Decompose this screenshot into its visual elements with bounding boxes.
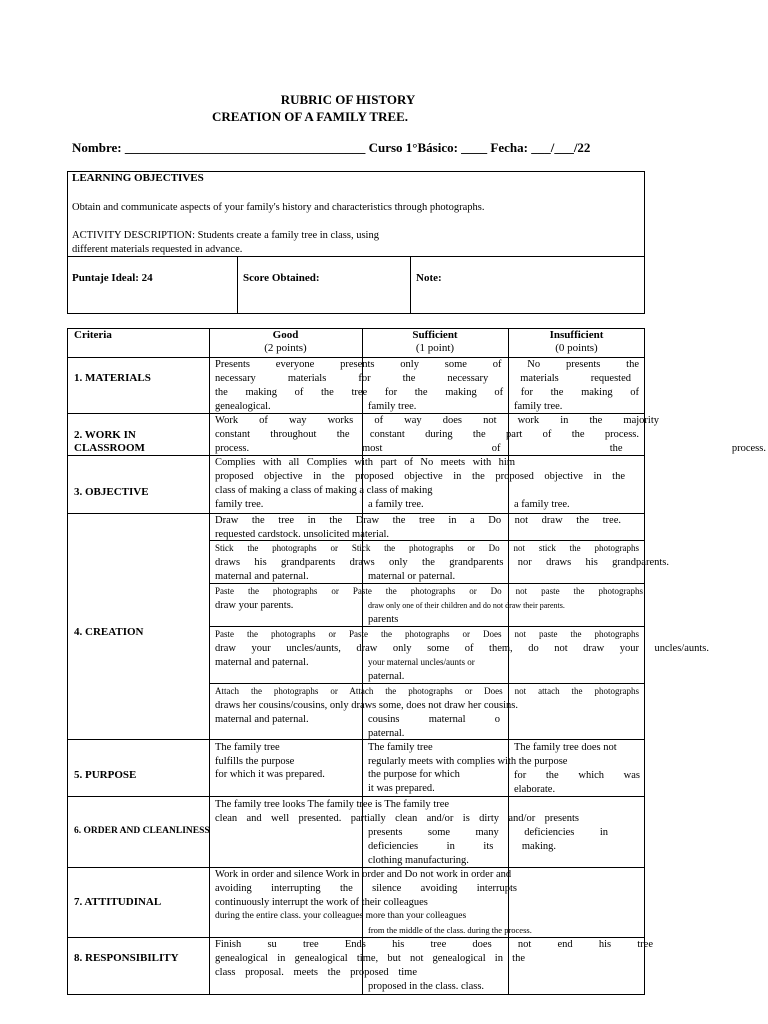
criteria-creation: 4. CREATION (74, 626, 144, 638)
attitudinal-line: continuously interrupt the work of their colleagues (215, 897, 428, 908)
creation-d-good-end: maternal and paternal. (215, 657, 309, 668)
purpose-insufficient-line: for the which was (514, 770, 640, 781)
work-line-end: most of the process. (362, 443, 766, 454)
materials-line: Presents everyone presents only some of No presents the (215, 359, 639, 370)
materials-line: the making of the tree for the making of for the making of (215, 387, 639, 398)
creation-a-line: Draw the tree in the Draw the tree in a Do not draw the tree. (215, 515, 621, 526)
activity-line-1: ACTIVITY DESCRIPTION: Students create a family tree in class, using (72, 230, 379, 241)
creation-e-good-end: maternal and paternal. (215, 714, 309, 725)
page-subtitle: CREATION OF A FAMILY TREE. (211, 109, 409, 124)
creation-c-sufficient-end: parents (368, 614, 399, 625)
responsibility-line: proposed in the class. class. (368, 981, 485, 992)
objective-sufficient-end: a family tree. (368, 499, 424, 510)
creation-b-good-end: maternal and paternal. (215, 571, 309, 582)
header-criteria: Criteria (74, 329, 112, 341)
purpose-sufficient-line: it was prepared. (368, 782, 435, 794)
objective-good-end: family tree. (215, 499, 264, 510)
criteria-responsibility: 8. RESPONSIBILITY (74, 952, 179, 964)
order-line: The family tree looks The family tree is The family tree (215, 799, 450, 810)
responsibility-line: class proposal. meets the proposed time (215, 967, 417, 978)
purpose-good-line: for which it was prepared. (215, 769, 325, 780)
creation-b-line: draws his grandparents draws only the grandparents nor draws his grandparents. (215, 557, 669, 568)
purpose-good-line: The family tree (215, 742, 280, 753)
header-insufficient-label: Insufficient (549, 329, 604, 341)
creation-c-line: Paste the photographs or Paste the photographs or Do not paste the photographs (215, 586, 643, 596)
materials-insufficient-end: family tree. (514, 401, 563, 412)
responsibility-line: Finish su tree Ends his tree does not end his tree (215, 939, 653, 950)
creation-e-sufficient: cousins maternal o (368, 714, 500, 725)
creation-b-line: Stick the photographs or Stick the photographs or Do not stick the photographs (215, 543, 639, 553)
creation-c-good: draw your parents. (215, 600, 294, 611)
purpose-sufficient-line: The family tree (368, 742, 433, 753)
creation-c-sufficient: draw only one of their children and do not draw their parents. (368, 601, 565, 610)
criteria-order-cleanliness: 6. ORDER AND CLEANLINESS (74, 826, 210, 836)
order-line: clothing manufacturing. (368, 855, 469, 866)
header-good (209, 329, 362, 355)
creation-d-line: draw your uncles/aunts, draw only some of them, do not draw your uncles/aunts. (215, 643, 709, 654)
header-sufficient-points: (1 point) (415, 342, 455, 354)
student-info-line: Nombre: _____________________________________ Curso 1°Básico: ____ Fecha: ___/___/22 (72, 140, 591, 155)
criteria-purpose: 5. PURPOSE (74, 769, 137, 781)
header-insufficient (508, 329, 645, 355)
page-title: RUBRIC OF HISTORY (280, 92, 416, 107)
materials-good-end: genealogical. (215, 401, 271, 412)
purpose-insufficient (514, 741, 617, 755)
materials-line: necessary materials for the necessary materials requested (215, 373, 631, 384)
header-good-points: (2 points) (264, 342, 307, 354)
criteria-work-classroom (74, 429, 145, 455)
objective-line: proposed objective in the proposed objective in the proposed objective in the (215, 471, 625, 482)
objective-insufficient-end: a family tree. (514, 499, 570, 510)
criteria-objective: 3. OBJECTIVE (74, 486, 149, 498)
order-line: clean and well presented. partially clean and/or is dirty and/or presents (215, 813, 579, 824)
order-line: presents some many deficiencies in (368, 827, 608, 838)
purpose-insufficient-line: The family tree does not (514, 742, 617, 753)
attitudinal-line: Work in order and silence Work in order and Do not work in order and (215, 869, 512, 880)
work-line: constant throughout the constant during the part of the process. (215, 429, 639, 440)
puntaje-ideal: Puntaje Ideal: 24 (72, 272, 153, 284)
purpose-good (215, 741, 325, 782)
objectives-heading: LEARNING OBJECTIVES (72, 172, 204, 184)
attitudinal-line: avoiding interrupting the silence avoiding interrupts (215, 883, 517, 894)
purpose-sufficient-line: regularly meets with complies with the purpose (368, 755, 568, 767)
criteria-materials: 1. MATERIALS (74, 372, 151, 384)
work-good-end: process. (215, 443, 250, 454)
criteria-work-line-1: 2. WORK IN (74, 429, 136, 441)
purpose-insufficient-end: elaborate. (514, 784, 556, 795)
score-obtained: Score Obtained: (243, 272, 320, 284)
note-label: Note: (416, 272, 442, 284)
purpose-good-line: fulfills the purpose (215, 755, 295, 767)
creation-a-line: requested cardstock. unsolicited material. (215, 529, 390, 540)
header-sufficient (362, 329, 508, 355)
objective-line: Complies with all Complies with part of No meets with him (215, 457, 515, 468)
objective-line: class of making a class of making a class of making (215, 485, 433, 496)
attitudinal-line: during the entire class. your colleagues more than your colleagues (215, 911, 467, 921)
creation-e-sufficient-end: paternal. (368, 728, 405, 739)
purpose-sufficient-line: the purpose for which (368, 769, 460, 780)
activity-line-2: different materials requested in advance. (72, 244, 243, 255)
header-sufficient-label: Sufficient (412, 329, 458, 341)
creation-d-sufficient: your maternal uncles/aunts or (368, 657, 475, 667)
criteria-work-line-2: CLASSROOM (74, 442, 145, 454)
creation-d-line: Paste the photographs or Paste the photographs or Does not paste the photographs (215, 629, 639, 639)
objectives-text: Obtain and communicate aspects of your family's history and characteristics through photographs. (72, 202, 485, 213)
header-good-label: Good (272, 329, 299, 341)
creation-e-line: draws her cousins/cousins, only draws some, does not draw her cousins. (215, 700, 518, 711)
creation-b-sufficient-end: maternal or paternal. (368, 571, 456, 582)
work-line: Work of way works of way does not work in the majority (215, 415, 659, 426)
responsibility-line: genealogical in genealogical time, but not genealogical in the (215, 953, 525, 964)
creation-d-sufficient-end: paternal. (368, 671, 405, 682)
attitudinal-line: from the middle of the class. during the process. (368, 925, 532, 935)
order-line: deficiencies in its making. (368, 841, 556, 852)
materials-sufficient-end: family tree. (368, 401, 417, 412)
criteria-attitudinal: 7. ATTITUDINAL (74, 896, 162, 908)
header-insufficient-points: (0 points) (555, 342, 598, 354)
creation-e-line: Attach the photographs or Attach the photographs or Does not attach the photographs (215, 686, 639, 696)
